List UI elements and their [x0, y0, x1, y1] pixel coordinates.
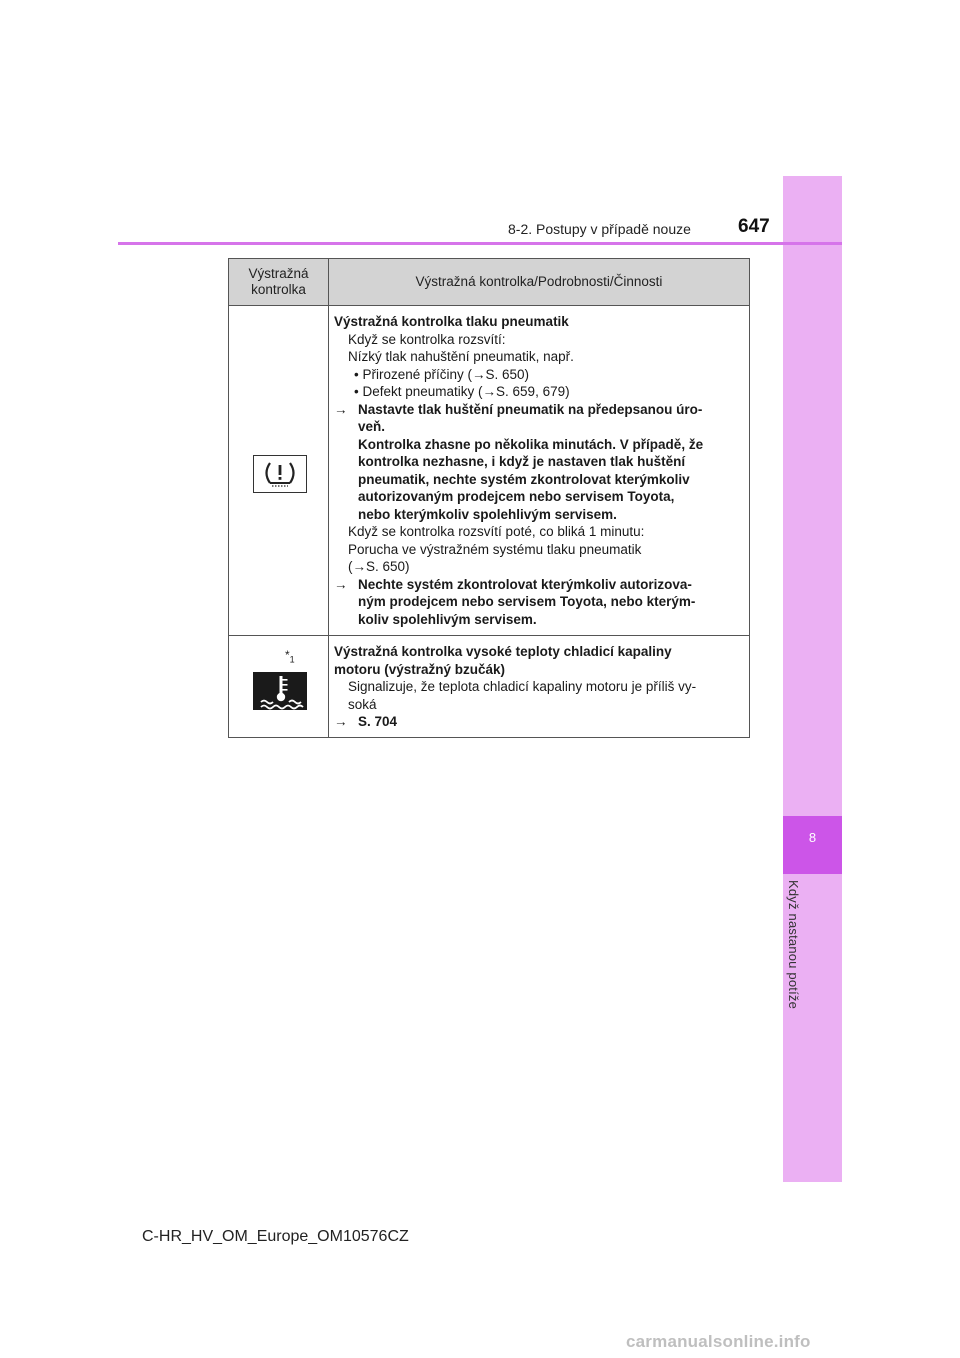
- bullet-text: Přirozené příčiny (→S. 650): [362, 366, 530, 382]
- header-rule: [118, 242, 842, 245]
- action-text: koliv spolehlivým servisem.: [358, 611, 537, 627]
- table-row: [229, 306, 750, 636]
- document-code: C-HR_HV_OM_Europe_OM10576CZ: [142, 1228, 409, 1245]
- page-number: 647: [738, 216, 770, 237]
- coolant-temperature-warning-icon: [253, 672, 307, 710]
- action-block: [334, 576, 743, 629]
- text-line: Když se kontrolka rozsvítí:: [348, 331, 506, 347]
- details-cell: [329, 636, 750, 738]
- action-text: kontrolka nezhasne, i když je nastaven tlak huštění: [358, 454, 686, 469]
- page-reference-link[interactable]: S. 704: [358, 714, 398, 729]
- text-line: Nízký tlak nahuštění pneumatik, např.: [348, 349, 574, 364]
- table-header-row: [229, 259, 750, 306]
- row-title: Výstražná kontrolka vysoké teploty chladicí kapaliny: [334, 644, 672, 659]
- chapter-side-tab: [783, 176, 842, 1182]
- bullet-item: • Defekt pneumatiky (→S. 659, 679): [354, 384, 570, 399]
- action-text: Nechte systém zkontrolovat kterýmkoliv autorizova-: [358, 576, 692, 592]
- action-text: nebo kterýmkoliv spolehlivým servisem.: [358, 506, 617, 522]
- column-header-light: Výstražná kontrolka: [229, 259, 329, 306]
- text-line: soká: [348, 696, 377, 712]
- column-header-details: Výstražná kontrolka/Podrobnosti/Činnosti: [329, 259, 750, 306]
- action-text: Nastavte tlak huštění pneumatik na předepsanou úro-: [358, 401, 703, 417]
- details-cell: [329, 306, 750, 636]
- chapter-title: Když nastanou potíže: [786, 880, 801, 1010]
- action-text: Kontrolka zhasne po několika minutách. V případě, že: [358, 436, 704, 452]
- text-line: Když se kontrolka rozsvítí poté, co bliká 1 minutu:: [348, 524, 645, 539]
- icon-cell: [229, 306, 329, 636]
- table-row: [229, 636, 750, 738]
- bullet-item: • Přirozené příčiny (→S. 650): [354, 366, 530, 382]
- text-line: Signalizuje, že teplota chladicí kapaliny motoru je příliš vy-: [348, 679, 697, 694]
- warning-lights-table: [228, 258, 750, 738]
- row-title: Výstražná kontrolka tlaku pneumatik: [334, 314, 569, 329]
- tire-pressure-warning-icon: [253, 455, 307, 493]
- action-text: veň.: [358, 419, 386, 434]
- icon-cell: [229, 636, 329, 738]
- row-title: motoru (výstražný bzučák): [334, 661, 506, 677]
- chapter-number-marker: [783, 816, 842, 874]
- arrow-icon: →: [334, 401, 348, 417]
- footnote-marker: $*_1$: [285, 648, 295, 665]
- bullet-text: Defekt pneumatiky (→S. 659, 679): [362, 384, 570, 399]
- text-line: (→S. 650): [348, 559, 410, 574]
- action-text: autorizovaným prodejcem nebo servisem Toyota,: [358, 489, 675, 504]
- arrow-icon: →: [334, 714, 348, 729]
- action-block: [334, 401, 743, 524]
- action-text: ným prodejcem nebo servisem Toyota, nebo kterým-: [358, 594, 696, 609]
- arrow-icon: →: [334, 576, 348, 592]
- section-title: 8-2. Postupy v případě nouze: [508, 221, 691, 237]
- chapter-number: 8: [808, 830, 817, 845]
- action-block: [334, 713, 743, 731]
- action-text: pneumatik, nechte systém zkontrolovat kterýmkoliv: [358, 471, 690, 487]
- watermark: carmanualsonline.info: [626, 1332, 811, 1351]
- text-line: Porucha ve výstražném systému tlaku pneumatik: [348, 541, 642, 557]
